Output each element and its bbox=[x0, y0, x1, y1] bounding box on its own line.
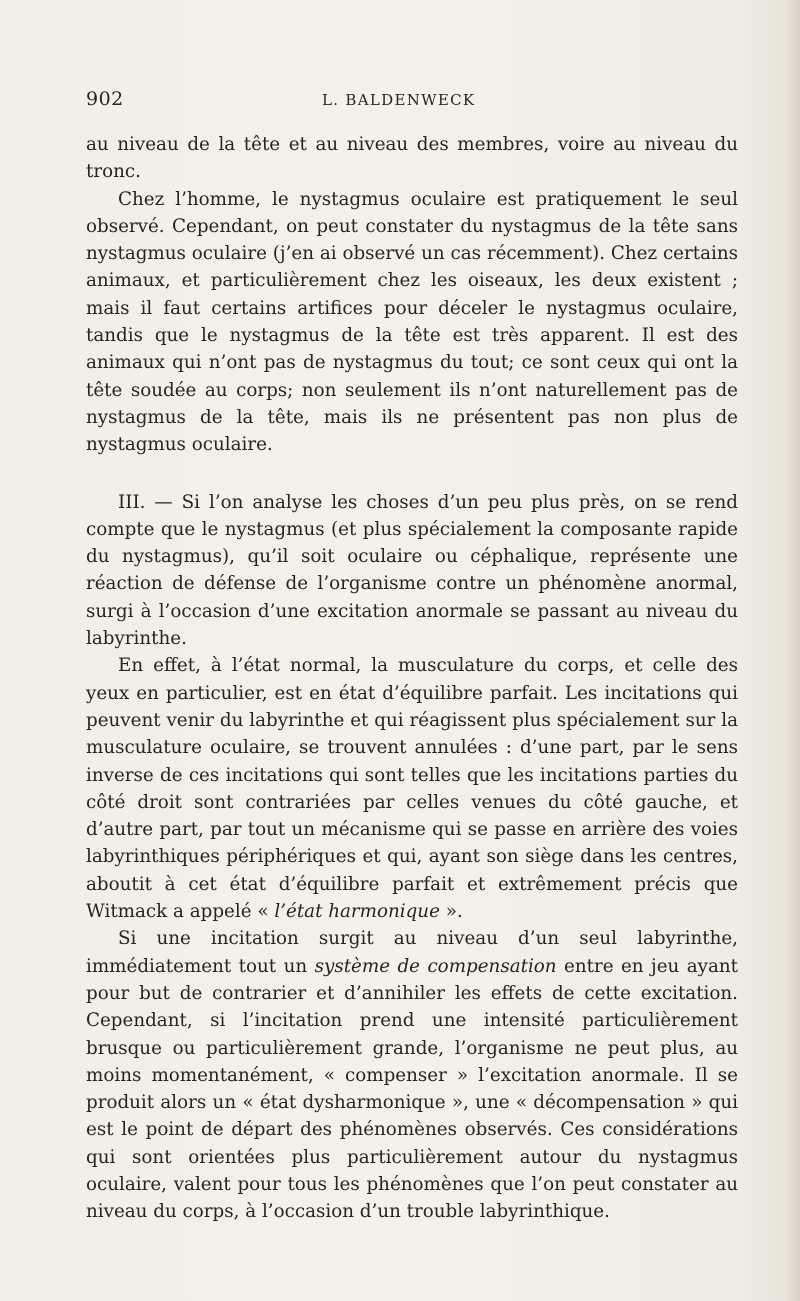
running-head bbox=[86, 88, 726, 112]
paragraph-text: au niveau de la tête et au niveau des membres, voire au niveau du tronc. bbox=[86, 134, 738, 183]
section-paragraph bbox=[86, 489, 738, 653]
page-edge-shadow bbox=[786, 0, 800, 1301]
page-number: 902 bbox=[86, 88, 124, 110]
paragraph-text: Si une incitation surgit au niveau d’un seul labyrinthe, immédiatement tout un bbox=[86, 928, 738, 977]
italic-text: système de compensation bbox=[314, 955, 557, 977]
paragraph bbox=[86, 186, 738, 459]
italic-text: l’état harmonique bbox=[274, 901, 440, 923]
paragraph-text: En effet, à l’état normal, la musculature du corps, et celle des yeux en particulier, est en état d’équilibre parfait. Les incitations qui peuvent venir du labyrinthe et qui réagissent plus spécialement sur la musculature oculaire, se trouvent annulées : d’une part, par le sens inverse de ces incitations qui sont telles que les incitations parties du côté droit sont contrariées par celles venues du côté gauche, et d’autre part, par tout un mécanisme qui se passe en arrière des voies labyrinthiques périphériques et qui, ayant son siège dans les centres, aboutit à cet état d’équilibre parfait et extrêmement précis que Witmack a appelé « bbox=[86, 655, 738, 923]
running-head-author: L. BALDENWECK bbox=[322, 91, 476, 109]
paragraph bbox=[86, 131, 738, 186]
paragraph-text: entre en jeu ayant pour but de contrarier et d’annihiler les effets de cette excitation. Cependant, si l’incitation prend une intensité particulièrement brusque ou particulièrement grande, l’organisme ne peut plus, au moins momentanément, « compenser » l’excitation anormale. Il se produit alors un « état dysharmonique », une « décompensation » qui est le point de départ des phénomènes observés. Ces considérations qui sont orientées plus particulièrement autour du nystagmus oculaire, valent pour tous les phénomènes que l’on peut constater au niveau du corps, à l’occasion d’un trouble labyrinthique. bbox=[86, 955, 738, 1223]
paragraph-text: Chez l’homme, le nystagmus oculaire est pratiquement le seul observé. Cependant, on peut constater du nystagmus de la tête sans nystagmus oculaire (j’en ai observé un cas récemment). Chez certains animaux, et particulièrement chez les oiseaux, les deux existent ; mais il faut certains artifices pour déceler le nystagmus oculaire, tandis que le nystagmus de la tête est très apparent. Il est des animaux qui n’ont pas de nystagmus du tout; ce sont ceux qui ont la tête soudée au corps; non seulement ils n’ont naturellement pas de nystagmus de la tête, mais ils ne présentent pas non plus de nystagmus oculaire. bbox=[86, 188, 738, 456]
paragraph bbox=[86, 652, 738, 925]
paragraph-text: ». bbox=[439, 901, 463, 923]
body-text bbox=[86, 131, 738, 1226]
paragraph bbox=[86, 925, 738, 1225]
paragraph-text: III. — Si l’on analyse les choses d’un peu plus près, on se rend compte que le nystagmus (et plus spécialement la composante rapide du nystagmus), qu’il soit oculaire ou céphalique, représente une réaction de défense de l’organisme contre un phénomène anormal, surgi à l’occasion d’une excitation anormale se passant au niveau du labyrinthe. bbox=[86, 491, 738, 650]
